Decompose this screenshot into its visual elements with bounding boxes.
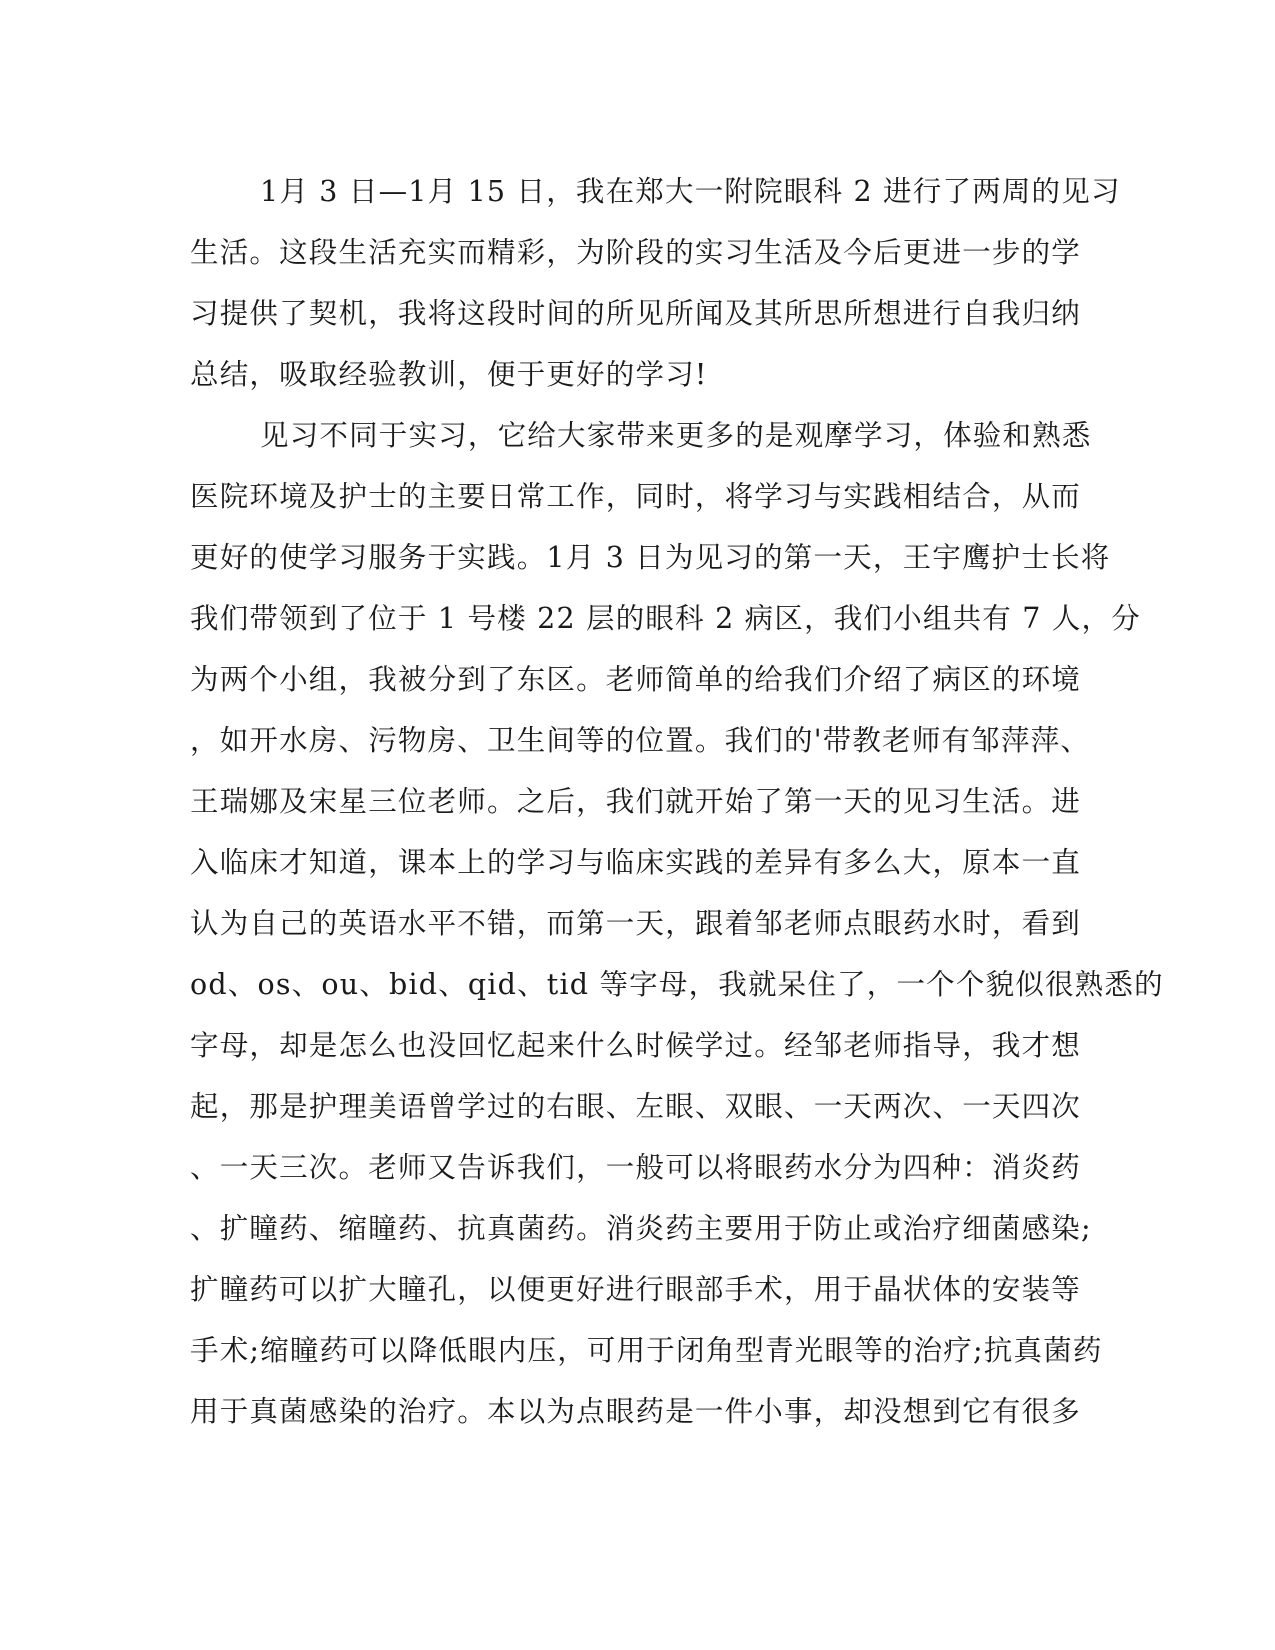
text-line: 字母，却是怎么也没回忆起来什么时候学过。经邹老师指导，我才想	[190, 1029, 1082, 1062]
text-line: 见习不同于实习，它给大家带来更多的是观摩学习，体验和熟悉	[260, 419, 1092, 452]
text-line: 王瑞娜及宋星三位老师。之后，我们就开始了第一天的见习生活。进	[190, 785, 1082, 818]
text-line: 习提供了契机，我将这段时间的所见所闻及其所思所想进行自我归纳	[190, 297, 1082, 330]
text-line: 总结，吸取经验教训，便于更好的学习!	[190, 358, 708, 391]
text-line: 手术;缩瞳药可以降低眼内压，可用于闭角型青光眼等的治疗;抗真菌药	[190, 1334, 1103, 1367]
text-line: 入临床才知道，课本上的学习与临床实践的差异有多么大，原本一直	[190, 846, 1082, 879]
text-line: 、一天三次。老师又告诉我们，一般可以将眼药水分为四种：消炎药	[190, 1151, 1082, 1184]
text-line: 我们带领到了位于 1 号楼 22 层的眼科 2 病区，我们小组共有 7 人，分	[190, 602, 1141, 635]
text-line: 更好的使学习服务于实践。1月 3 日为见习的第一天，王宇鹰护士长将	[190, 541, 1111, 574]
text-line: 起，那是护理美语曾学过的右眼、左眼、双眼、一天两次、一天四次	[190, 1090, 1082, 1123]
text-line: 1月 3 日—1月 15 日，我在郑大一附院眼科 2 进行了两周的见习	[260, 175, 1121, 208]
text-line: 生活。这段生活充实而精彩，为阶段的实习生活及今后更进一步的学	[190, 236, 1082, 269]
text-line: 、扩瞳药、缩瞳药、抗真菌药。消炎药主要用于防止或治疗细菌感染;	[190, 1212, 1092, 1245]
text-line: 扩瞳药可以扩大瞳孔，以便更好进行眼部手术，用于晶状体的安装等	[190, 1273, 1082, 1306]
text-line: 认为自己的英语水平不错，而第一天，跟着邹老师点眼药水时，看到	[190, 907, 1082, 940]
body-text	[190, 161, 1164, 1442]
text-line: od、os、ou、bid、qid、tid 等字母，我就呆住了，一个个貌似很熟悉的	[190, 968, 1164, 1001]
text-line: 医院环境及护士的主要日常工作，同时，将学习与实践相结合，从而	[190, 480, 1082, 513]
text-line: ，如开水房、污物房、卫生间等的位置。我们的'带教老师有邹萍萍、	[190, 724, 1091, 757]
text-line: 用于真菌感染的治疗。本以为点眼药是一件小事，却没想到它有很多	[190, 1395, 1082, 1428]
text-line: 为两个小组，我被分到了东区。老师简单的给我们介绍了病区的环境	[190, 663, 1082, 696]
